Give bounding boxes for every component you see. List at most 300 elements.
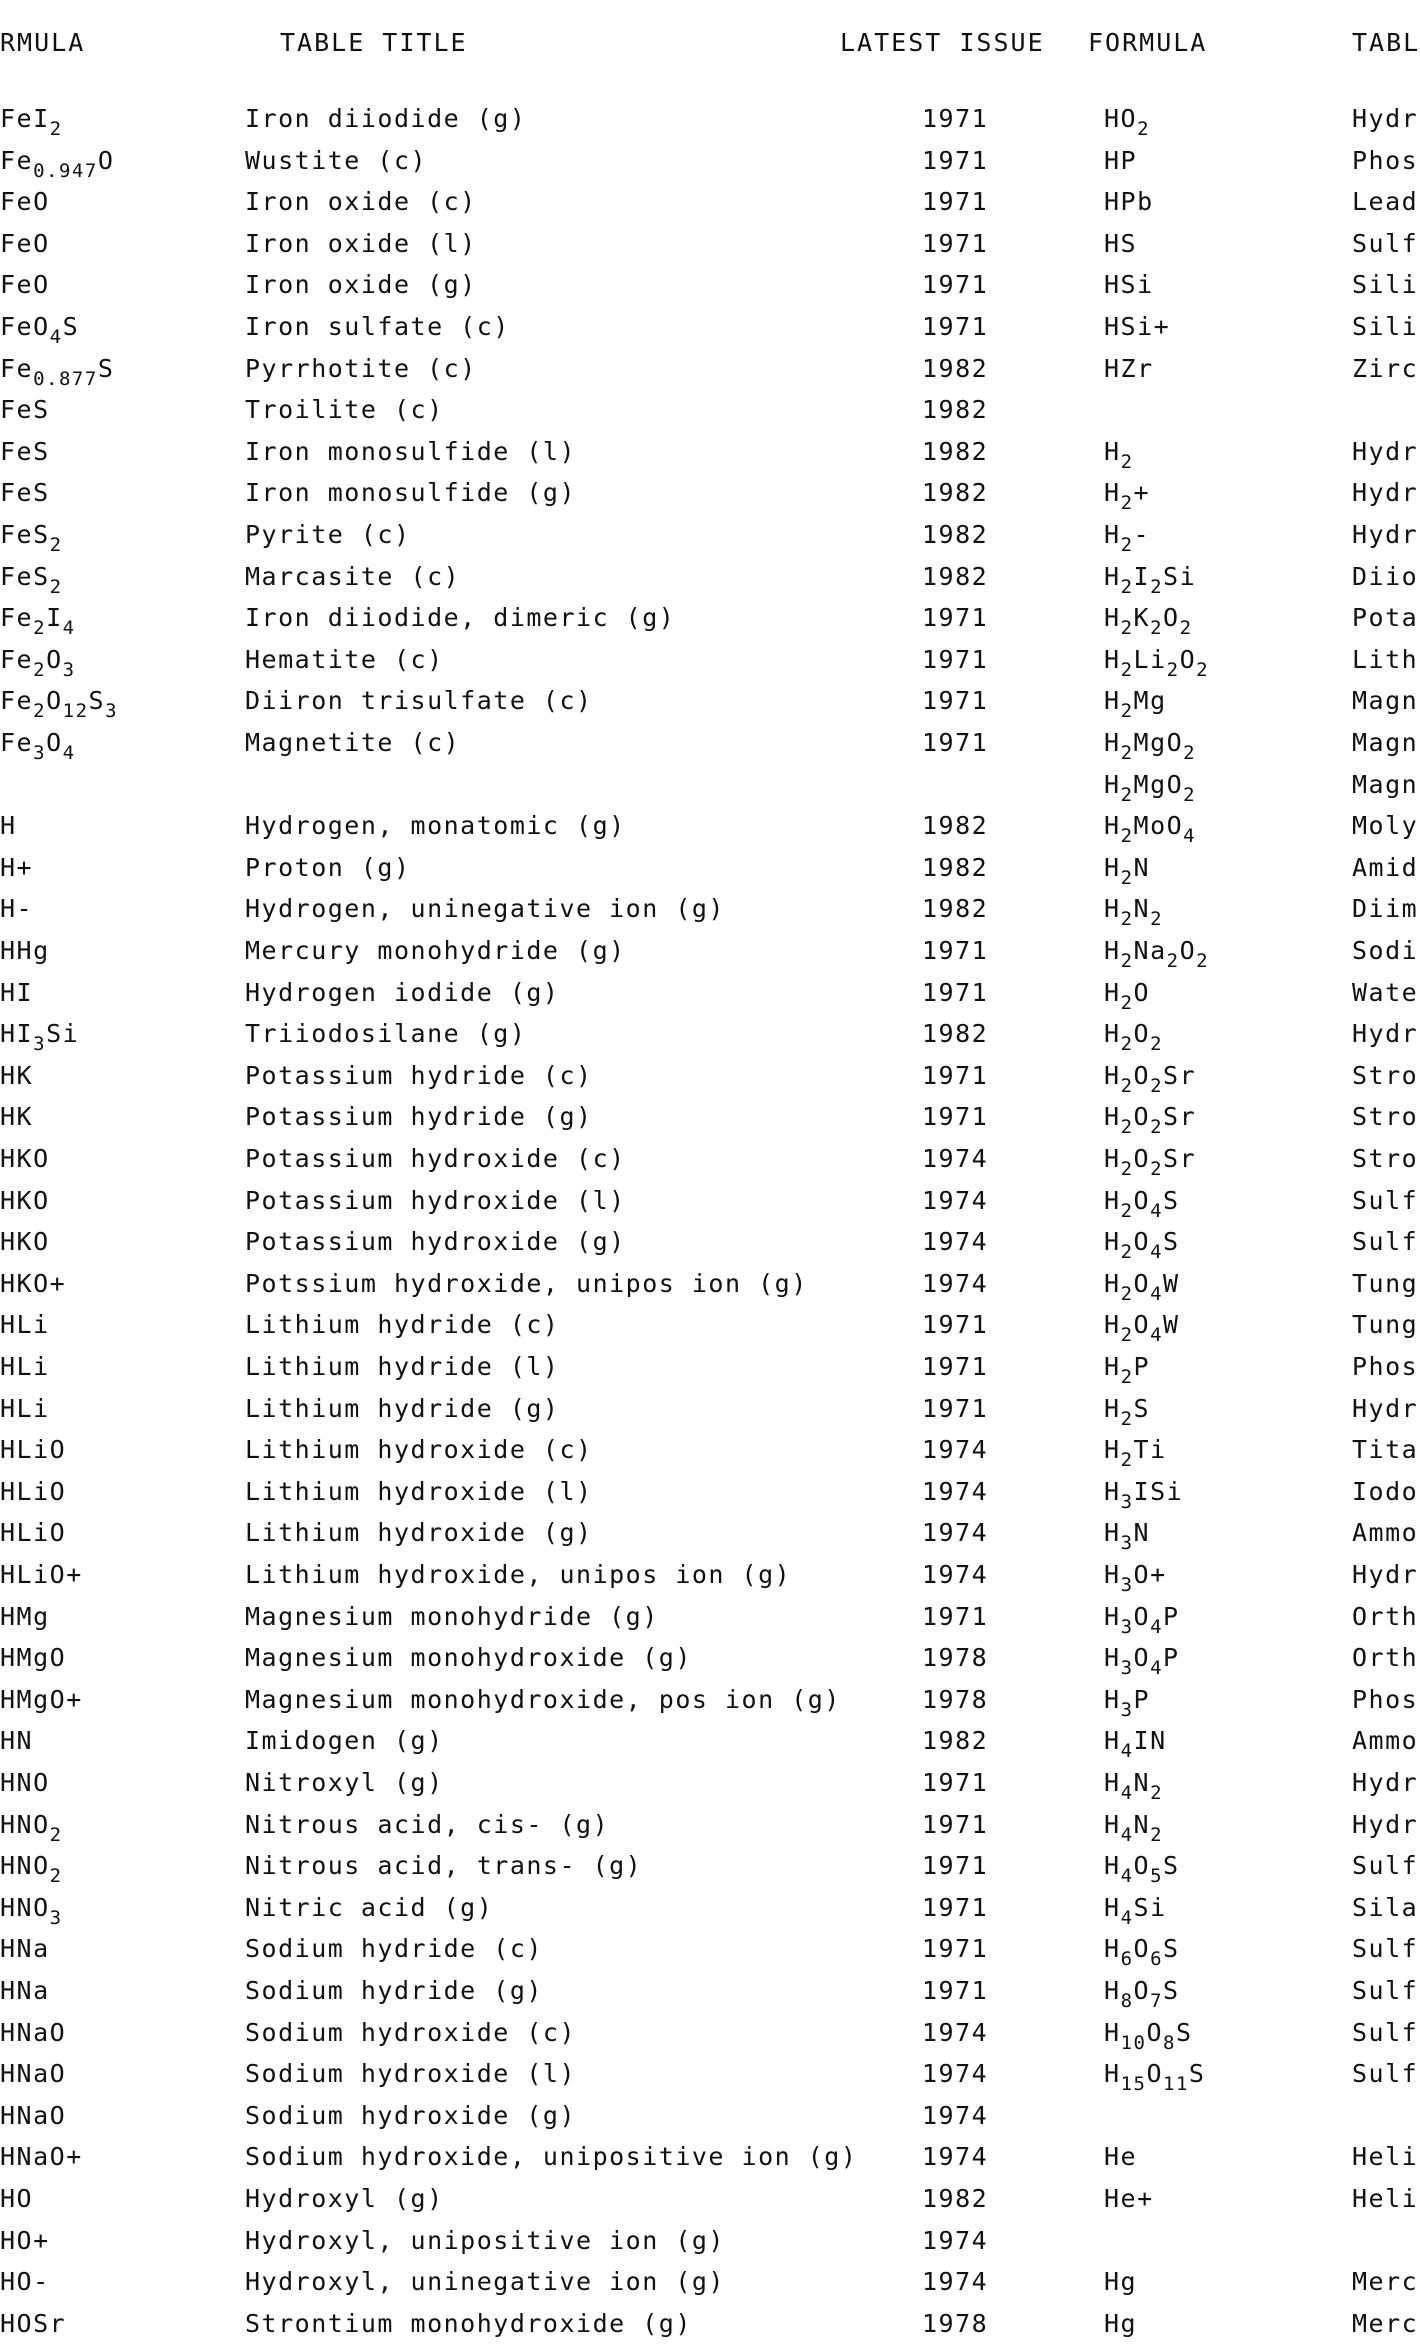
- table-title-cell: Sodium hydride (c): [245, 1934, 543, 1964]
- latest-issue-cell: 1982: [922, 2184, 989, 2213]
- table-row: [0, 1019, 1419, 1059]
- table-title-cell: Hydr: [1352, 1809, 1419, 1839]
- table-title-cell: Diio: [1352, 561, 1419, 591]
- latest-issue-cell: 1971: [922, 686, 989, 716]
- latest-issue-cell: 1974: [922, 2267, 989, 2297]
- latest-issue-cell: 1971: [922, 228, 989, 258]
- table-title-cell: Sodium hydroxide, unipositive ion (g): [245, 2142, 858, 2172]
- table-row: [0, 1268, 1419, 1309]
- formula-cell: HLiO+: [0, 1560, 83, 1589]
- table-title-cell: Stro: [1352, 1102, 1419, 1132]
- formula-cell: $H_2K_2O_2$: [1104, 603, 1193, 640]
- formula-cell: HNaO: [0, 2100, 67, 2130]
- table-row: [0, 2142, 1419, 2182]
- formula-cell: H: [0, 811, 17, 841]
- table-title-cell: Sulf: [1352, 1934, 1419, 1964]
- formula-cell: $H_2O_2$: [1104, 1019, 1164, 1056]
- table-title-cell: Nitrous acid, trans- (g): [245, 1851, 643, 1881]
- table-row: [0, 1726, 1419, 1766]
- formula-cell: $H_2MoO_4$: [1104, 811, 1197, 848]
- latest-issue-cell: 1971: [922, 644, 989, 674]
- formula-cell: FeI$_2$: [0, 104, 63, 140]
- formula-cell: $H_3O_4P$: [1104, 1601, 1180, 1638]
- table-title-cell: Merc: [1352, 2267, 1419, 2297]
- formula-cell: $H_2N$: [1104, 852, 1151, 889]
- latest-issue-cell: 1971: [922, 1393, 989, 1423]
- formula-cell: $H_{10}O_8S$: [1104, 2017, 1193, 2054]
- table-row: [0, 561, 1419, 602]
- formula-cell: He+: [1104, 2184, 1154, 2213]
- table-title-cell: Hydroxyl, uninegative ion (g): [245, 2267, 725, 2297]
- table-title-cell: Magn: [1352, 728, 1419, 757]
- table-title-cell: Tung: [1352, 1268, 1419, 1298]
- formula-cell: $H_3N$: [1104, 1518, 1151, 1555]
- formula-cell: $H_6O_6S$: [1104, 1934, 1180, 1971]
- table-row: [0, 894, 1419, 934]
- formula-cell: $H_2$: [1104, 436, 1134, 473]
- table-title-cell: Strontium monohydroxide (g): [245, 2308, 692, 2338]
- table-title-cell: Hydr: [1352, 104, 1419, 133]
- formula-cell: HK: [0, 1102, 34, 1132]
- table-title-cell: Magn: [1352, 769, 1419, 799]
- table-title-cell: Lithium hydroxide (g): [245, 1518, 593, 1548]
- table-title-cell: Hydr: [1352, 1393, 1419, 1423]
- formula-cell: $Fe_2O_3$: [0, 644, 76, 681]
- table-title-cell: Lead: [1352, 187, 1419, 217]
- table-title-cell: Stro: [1352, 1060, 1419, 1090]
- table-title-cell: Pyrrhotite (c): [245, 353, 477, 383]
- table-title-cell: Iron oxide (l): [245, 228, 477, 258]
- latest-issue-cell: 1971: [922, 603, 989, 633]
- formula-cell: $H_4N_2$: [1104, 1809, 1164, 1846]
- formula-cell: $H_2-$: [1104, 520, 1151, 556]
- table-title-cell: Nitroxyl (g): [245, 1768, 444, 1797]
- formula-cell: $H_2O_4S$: [1104, 1185, 1180, 1222]
- latest-issue-cell: 1974: [922, 1268, 989, 1298]
- table-title-cell: Mercury monohydride (g): [245, 936, 626, 965]
- table-row: [0, 2267, 1419, 2307]
- latest-issue-cell: 1982: [922, 1726, 989, 1756]
- table-title-cell: Sodium hydride (g): [245, 1976, 543, 2005]
- table-title-cell: Amid: [1352, 852, 1419, 882]
- formula-cell: HLi: [0, 1352, 50, 1381]
- formula-cell: HMgO+: [0, 1684, 83, 1714]
- latest-issue-cell: 1971: [922, 1102, 989, 1132]
- formula-cell: He: [1104, 2142, 1138, 2172]
- formula-cell: HHg: [0, 936, 50, 965]
- formula-cell: H-: [0, 894, 34, 924]
- table-row: [0, 1684, 1419, 1725]
- formula-cell: HK: [0, 1060, 34, 1090]
- table-title-cell: Hydr: [1352, 1560, 1419, 1589]
- table-title-cell: Moly: [1352, 811, 1419, 841]
- table-title-cell: Merc: [1352, 2308, 1419, 2338]
- formula-cell: $H_4N_2$: [1104, 1768, 1164, 1804]
- table-title-cell: Hydrogen iodide (g): [245, 977, 560, 1007]
- table-title-cell: Stro: [1352, 1144, 1419, 1173]
- latest-issue-cell: 1971: [922, 728, 989, 757]
- table-title-cell: Hydr: [1352, 520, 1419, 549]
- latest-issue-cell: 1974: [922, 1435, 989, 1465]
- table-row: [0, 2226, 1406, 2266]
- table-row: [0, 644, 1419, 685]
- table-title-cell: Hydr: [1352, 436, 1419, 466]
- table-title-cell: Sulf: [1352, 2059, 1419, 2089]
- formula-cell: HNaO: [0, 2059, 67, 2089]
- table-title-cell: Hydrogen, monatomic (g): [245, 811, 626, 841]
- table-row: [0, 1809, 1419, 1850]
- formula-cell: H+: [0, 852, 34, 882]
- formula-cell: HKO: [0, 1227, 50, 1257]
- formula-cell: HN: [0, 1726, 34, 1756]
- latest-issue-cell: 1982: [922, 852, 989, 882]
- table-row: [0, 1102, 1419, 1142]
- table-title-cell: Iron sulfate (c): [245, 312, 510, 341]
- table-title-cell: Lithium hydroxide (l): [245, 1476, 593, 1506]
- formula-cell: $Fe_2I_4$: [0, 603, 76, 640]
- header-table-title: TABLE TITLE: [280, 28, 468, 57]
- formula-cell: $H_2O_4S$: [1104, 1227, 1180, 1264]
- latest-issue-cell: 1971: [922, 977, 989, 1007]
- formula-cell: $H_4IN$: [1104, 1726, 1167, 1763]
- table-title-cell: Tung: [1352, 1310, 1419, 1340]
- header-table-title-2: TABL: [1352, 28, 1420, 57]
- formula-cell: HO: [0, 2184, 34, 2213]
- table-title-cell: Triiodosilane (g): [245, 1019, 527, 1049]
- table-row: [0, 1393, 1419, 1434]
- table-title-cell: Magn: [1352, 686, 1419, 716]
- table-title-cell: Ammo: [1352, 1726, 1419, 1756]
- table-title-cell: Iron monosulfide (l): [245, 436, 577, 466]
- latest-issue-cell: 1974: [922, 1476, 989, 1506]
- table-title-cell: Hydr: [1352, 478, 1419, 508]
- table-title-cell: Potassium hydride (c): [245, 1060, 593, 1090]
- table-title-cell: Wate: [1352, 977, 1419, 1007]
- table-row: [0, 603, 1419, 643]
- formula-cell: FeO: [0, 228, 50, 258]
- table-row: [0, 1934, 1419, 1974]
- table-row: [0, 1643, 1419, 1683]
- latest-issue-cell: 1982: [922, 1019, 989, 1049]
- formula-cell: HSi: [1104, 270, 1154, 300]
- table-title-cell: Lithium hydride (l): [245, 1352, 560, 1381]
- formula-cell: $Fe_2O_{12}S_3$: [0, 686, 119, 723]
- formula-cell: $H_2O_4W$: [1104, 1310, 1180, 1347]
- formula-cell: $HI_3Si$: [0, 1019, 80, 1056]
- formula-cell: HO+: [0, 2225, 50, 2255]
- latest-issue-cell: 1971: [922, 1601, 989, 1631]
- table-title-cell: Phos: [1352, 1684, 1419, 1714]
- table-title-cell: Magnesium monohydroxide (g): [245, 1643, 692, 1673]
- table-title-cell: Sulf: [1352, 228, 1419, 258]
- formula-cell: $H_2Mg$: [1104, 686, 1167, 723]
- latest-issue-cell: 1978: [922, 1643, 989, 1673]
- latest-issue-cell: 1982: [922, 478, 989, 508]
- formula-cell: HKO+: [0, 1268, 67, 1298]
- formula-cell: HKO: [0, 1185, 50, 1215]
- table-title-cell: Potssium hydroxide, unipos ion (g): [245, 1268, 808, 1298]
- formula-cell: $H_2Na_2O_2$: [1104, 936, 1210, 972]
- latest-issue-cell: 1974: [922, 2059, 989, 2089]
- formula-cell: $H_2O_4W$: [1104, 1268, 1180, 1305]
- table-title-cell: Hydr: [1352, 1019, 1419, 1049]
- table-title-cell: Lith: [1352, 644, 1419, 674]
- latest-issue-cell: 1982: [922, 353, 989, 383]
- latest-issue-cell: 1982: [922, 561, 989, 591]
- formula-cell: HLiO: [0, 1476, 67, 1506]
- latest-issue-cell: 1971: [922, 270, 989, 300]
- table-row: [0, 436, 1419, 477]
- table-row: [0, 1185, 1419, 1226]
- latest-issue-cell: 1978: [922, 2308, 989, 2338]
- latest-issue-cell: 1971: [922, 936, 989, 965]
- formula-cell: FeS: [0, 478, 50, 508]
- latest-issue-cell: 1974: [922, 2100, 989, 2130]
- table-title-cell: Lithium hydroxide (c): [245, 1435, 593, 1465]
- table-row: [0, 187, 1419, 227]
- formula-cell: $HNO_2$: [0, 1851, 63, 1888]
- formula-cell: $HNO_2$: [0, 1809, 63, 1846]
- table-title-cell: Phos: [1352, 1352, 1419, 1381]
- table-row: [0, 936, 1419, 976]
- formula-cell: $H_3P$: [1104, 1684, 1151, 1721]
- table-title-cell: Ammo: [1352, 1518, 1419, 1548]
- table-title-cell: Magnetite (c): [245, 728, 461, 757]
- latest-issue-cell: 1974: [922, 2017, 989, 2047]
- latest-issue-cell: 1971: [922, 1976, 989, 2005]
- table-title-cell: Sodi: [1352, 936, 1419, 965]
- table-title-cell: Iron oxide (g): [245, 270, 477, 300]
- table-row: [0, 852, 1419, 893]
- table-title-cell: Iron diiodide (g): [245, 104, 527, 133]
- latest-issue-cell: 1974: [922, 1518, 989, 1548]
- formula-cell: $H_2O_2Sr$: [1104, 1144, 1197, 1180]
- header-latest-issue: LATEST ISSUE: [840, 28, 1045, 57]
- table-title-cell: Sili: [1352, 270, 1419, 300]
- table-title-cell: Imidogen (g): [245, 1726, 444, 1756]
- latest-issue-cell: 1971: [922, 1892, 989, 1922]
- table-title-cell: Hydr: [1352, 1768, 1419, 1797]
- latest-issue-cell: 1974: [922, 1227, 989, 1257]
- formula-cell: HZr: [1104, 353, 1154, 383]
- formula-cell: $H_8O_7S$: [1104, 1976, 1180, 2012]
- formula-cell: FeS: [0, 395, 50, 425]
- formula-cell: $H_2N_2$: [1104, 894, 1164, 931]
- table-row: [0, 2184, 1419, 2224]
- table-row: [0, 1144, 1419, 1184]
- table-row: [0, 1601, 1419, 1642]
- formula-cell: HNaO+: [0, 2142, 83, 2172]
- table-title-cell: Hydrogen, uninegative ion (g): [245, 894, 725, 924]
- formula-cell: HP: [1104, 145, 1138, 175]
- table-row: [0, 1851, 1419, 1891]
- formula-cell: $H_2Ti$: [1104, 1435, 1167, 1472]
- formula-cell: FeS$_2$: [0, 561, 63, 598]
- formula-cell: Hg: [1104, 2308, 1138, 2338]
- table-title-cell: Orth: [1352, 1601, 1419, 1631]
- table-row: [0, 2101, 1406, 2141]
- formula-cell: HMg: [0, 1601, 50, 1631]
- formula-cell: HS: [1104, 228, 1138, 258]
- table-title-cell: Lithium hydride (g): [245, 1393, 560, 1423]
- table-title-cell: Sulf: [1352, 1851, 1419, 1881]
- formula-cell: HMgO: [0, 1643, 67, 1673]
- table-row: [0, 686, 1419, 726]
- formula-cell: FeO: [0, 270, 50, 300]
- table-title-cell: Potassium hydroxide (g): [245, 1227, 626, 1257]
- table-row: [0, 395, 1406, 435]
- table-title-cell: Pyrite (c): [245, 520, 411, 549]
- latest-issue-cell: 1971: [922, 1060, 989, 1090]
- formula-cell: $H_2P$: [1104, 1352, 1151, 1388]
- table-title-cell: Sila: [1352, 1892, 1419, 1922]
- table-title-cell: Sili: [1352, 312, 1419, 341]
- table-row: [0, 1768, 1419, 1808]
- formula-cell: HO-: [0, 2267, 50, 2297]
- latest-issue-cell: 1971: [922, 1310, 989, 1340]
- header-formula-2: FORMULA: [1088, 28, 1208, 57]
- latest-issue-cell: 1971: [922, 1809, 989, 1839]
- table-title-cell: Nitric acid (g): [245, 1892, 494, 1922]
- formula-cell: $Fe_{0.947}O$: [0, 145, 115, 182]
- formula-cell: $H_4O_5S$: [1104, 1851, 1180, 1888]
- table-title-cell: Magnesium monohydroxide, pos ion (g): [245, 1684, 841, 1714]
- table-title-cell: Hydroxyl, unipositive ion (g): [245, 2225, 725, 2255]
- latest-issue-cell: 1971: [922, 1352, 989, 1381]
- table-title-cell: Lithium hydroxide, unipos ion (g): [245, 1560, 792, 1589]
- formula-cell: $H_2MgO_2$: [1104, 769, 1197, 806]
- formula-cell: HLiO: [0, 1518, 67, 1548]
- formula-cell: HPb: [1104, 187, 1154, 217]
- table-title-cell: Iron diiodide, dimeric (g): [245, 603, 676, 633]
- formula-cell: $Fe_3O_4$: [0, 728, 76, 764]
- table-title-cell: Orth: [1352, 1643, 1419, 1673]
- table-row: [0, 228, 1419, 269]
- formula-cell: $HO_2$: [1104, 104, 1151, 140]
- table-row: [0, 353, 1419, 394]
- table-title-cell: Proton (g): [245, 852, 411, 882]
- table-title-cell: Lithium hydride (c): [245, 1310, 560, 1340]
- formula-cell: $H_4Si$: [1104, 1892, 1167, 1929]
- table-row: [0, 312, 1419, 352]
- formula-cell: $H_2O_2Sr$: [1104, 1102, 1197, 1139]
- formula-cell: FeO$_4$S: [0, 312, 80, 348]
- table-title-cell: Iron oxide (c): [245, 187, 477, 217]
- table-title-cell: Heli: [1352, 2142, 1419, 2172]
- table-title-cell: Sulf: [1352, 2017, 1419, 2047]
- formula-cell: $HNO_3$: [0, 1892, 63, 1929]
- table-row: [0, 811, 1419, 851]
- table-row: [0, 104, 1419, 144]
- formula-cell: HLi: [0, 1310, 50, 1340]
- table-row: [0, 270, 1419, 310]
- table-row: [0, 1518, 1419, 1558]
- table-title-cell: Potassium hydride (g): [245, 1102, 593, 1132]
- latest-issue-cell: 1971: [922, 1934, 989, 1964]
- formula-cell: $H_2I_2Si$: [1104, 561, 1197, 598]
- table-title-cell: Potassium hydroxide (c): [245, 1144, 626, 1173]
- formula-cell: HNa: [0, 1934, 50, 1964]
- header-formula: RMULA: [0, 28, 86, 57]
- table-title-cell: Tita: [1352, 1435, 1419, 1465]
- formula-cell: $H_2Li_2O_2$: [1104, 644, 1210, 681]
- table-title-cell: Diim: [1352, 894, 1419, 924]
- latest-issue-cell: 1971: [922, 104, 989, 133]
- latest-issue-cell: 1971: [922, 1768, 989, 1797]
- latest-issue-cell: 1971: [922, 145, 989, 175]
- table-row: [0, 1352, 1419, 1392]
- latest-issue-cell: 1982: [922, 520, 989, 549]
- table-title-cell: Magnesium monohydride (g): [245, 1601, 659, 1631]
- formula-cell: $H_2S$: [1104, 1393, 1151, 1430]
- table-title-cell: Diiron trisulfate (c): [245, 686, 593, 716]
- formula-cell: HLi: [0, 1393, 50, 1423]
- table-title-cell: Nitrous acid, cis- (g): [245, 1809, 610, 1839]
- formula-cell: HKO: [0, 1144, 50, 1173]
- latest-issue-cell: 1971: [922, 1851, 989, 1881]
- table-title-cell: Wustite (c): [245, 145, 428, 175]
- latest-issue-cell: 1974: [922, 1560, 989, 1589]
- table-title-cell: Troilite (c): [245, 395, 444, 425]
- formula-cell: HNO: [0, 1768, 50, 1797]
- formula-cell: $H_{15}O_{11}S$: [1104, 2059, 1206, 2096]
- formula-cell: HNa: [0, 1976, 50, 2005]
- table-title-cell: Pota: [1352, 603, 1419, 633]
- formula-cell: Hg: [1104, 2267, 1138, 2297]
- formula-cell: HSi+: [1104, 312, 1171, 341]
- table-row: [0, 520, 1419, 560]
- formula-cell: HOSr: [0, 2308, 67, 2338]
- latest-issue-cell: 1971: [922, 187, 989, 217]
- formula-cell: HI: [0, 977, 34, 1007]
- table-row: [0, 2308, 1419, 2349]
- latest-issue-cell: 1982: [922, 894, 989, 924]
- table-row: [0, 1976, 1419, 2016]
- table-title-cell: Hematite (c): [245, 644, 444, 674]
- table-title-cell: Iron monosulfide (g): [245, 478, 577, 508]
- latest-issue-cell: 1974: [922, 1144, 989, 1173]
- table-row: [0, 478, 1419, 518]
- table-row: [0, 1227, 1419, 1267]
- table-row: [0, 1560, 1419, 1600]
- table-title-cell: Sodium hydroxide (l): [245, 2059, 577, 2089]
- table-title-cell: Hydroxyl (g): [245, 2184, 444, 2213]
- table-row: [0, 1892, 1419, 1933]
- latest-issue-cell: 1974: [922, 2142, 989, 2172]
- table-title-cell: Heli: [1352, 2184, 1419, 2213]
- table-row: [0, 2017, 1419, 2058]
- formula-cell: $H_3O_4P$: [1104, 1643, 1180, 1680]
- table-title-cell: Phos: [1352, 145, 1419, 175]
- latest-issue-cell: 1982: [922, 395, 989, 425]
- latest-issue-cell: 1982: [922, 811, 989, 841]
- latest-issue-cell: 1982: [922, 436, 989, 466]
- latest-issue-cell: 1978: [922, 1684, 989, 1714]
- latest-issue-cell: 1974: [922, 1185, 989, 1215]
- formula-cell: FeS$_2$: [0, 520, 63, 556]
- table-row: [0, 728, 1419, 768]
- formula-cell: FeO: [0, 187, 50, 217]
- table-title-cell: Sodium hydroxide (c): [245, 2017, 577, 2047]
- table-title-cell: Sulf: [1352, 1976, 1419, 2005]
- formula-cell: $H_3O+$: [1104, 1560, 1167, 1596]
- table-title-cell: Sodium hydroxide (g): [245, 2100, 577, 2130]
- table-row: [0, 977, 1419, 1018]
- formula-cell: $H_2MgO_2$: [1104, 728, 1197, 764]
- formula-cell: FeS: [0, 436, 50, 466]
- table-title-cell: Iodo: [1352, 1476, 1419, 1506]
- formula-cell: HLiO: [0, 1435, 67, 1465]
